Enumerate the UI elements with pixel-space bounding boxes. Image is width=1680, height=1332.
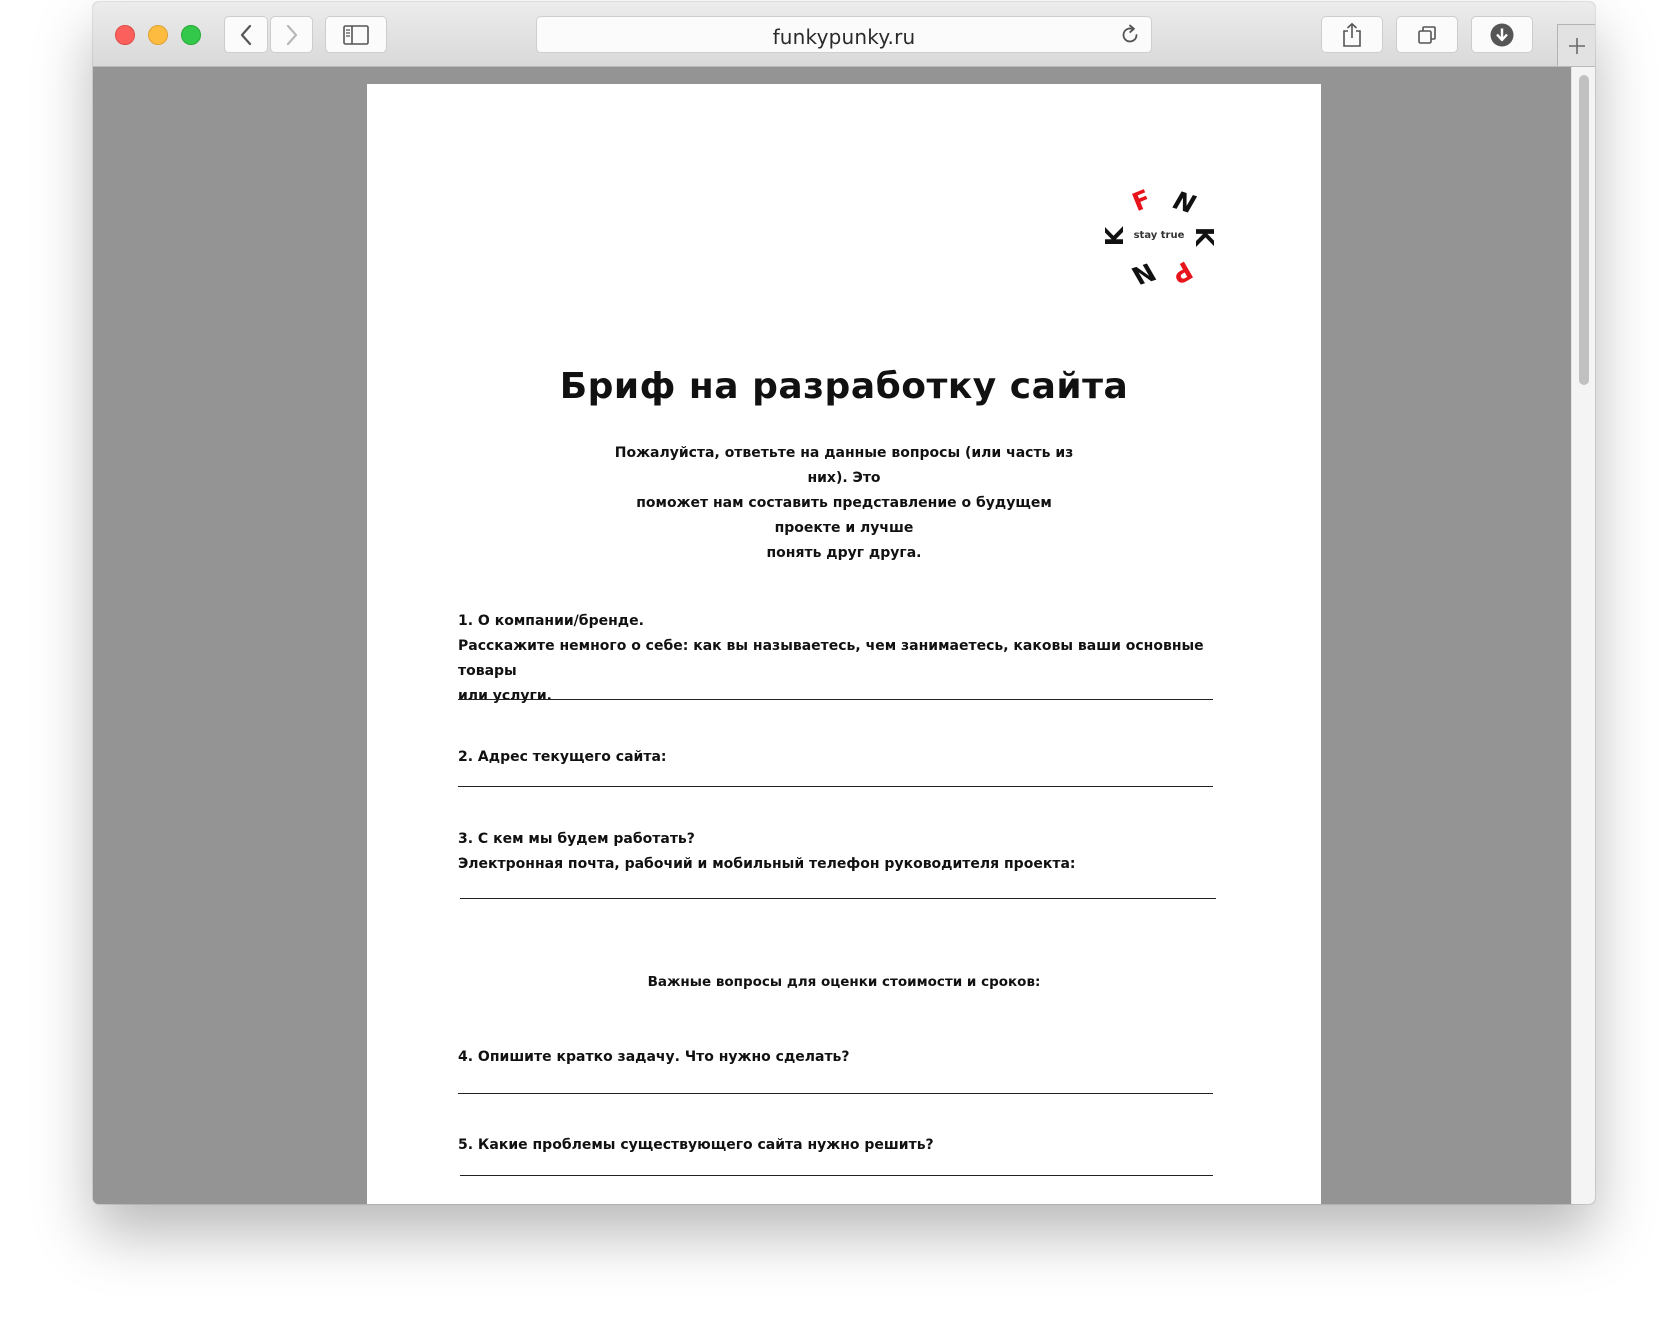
plus-icon: [1567, 36, 1587, 56]
question-heading: 4. Опишите кратко задачу. Что нужно сделать?: [458, 1049, 850, 1065]
intro-line: понять друг друга.: [766, 545, 922, 561]
scrollbar-thumb[interactable]: [1579, 75, 1589, 385]
question-heading: 2. Адрес текущего сайта:: [458, 749, 667, 765]
browser-toolbar: [93, 2, 1595, 67]
download-icon: [1489, 22, 1515, 48]
scrollbar[interactable]: [1571, 67, 1595, 1204]
minimize-window-button[interactable]: [148, 25, 168, 45]
reload-button[interactable]: [1119, 24, 1141, 50]
downloads-button[interactable]: [1471, 16, 1533, 53]
question-text: Электронная почта, рабочий и мобильный телефон руководителя проекта:: [458, 856, 1076, 872]
question-heading: 1. О компании/бренде.: [458, 613, 644, 629]
answer-line-5[interactable]: [460, 1175, 1213, 1176]
logo-letter-n: N: [1167, 186, 1202, 219]
chevron-left-icon: [239, 24, 253, 46]
url-text: funkypunky.ru: [772, 25, 916, 49]
address-bar[interactable]: [536, 16, 1152, 53]
reload-icon: [1119, 24, 1141, 46]
question-heading: 3. С кем мы будем работать?: [458, 831, 695, 847]
question-1: [458, 609, 1218, 709]
question-text: Расскажите немного о себе: как вы называетесь, чем занимаетесь, каковы ваши основные товары: [458, 638, 1204, 679]
question-2: [458, 745, 1218, 770]
tabs-overview-icon: [1415, 23, 1439, 47]
logo-letter-p: P: [1166, 255, 1198, 290]
forward-button[interactable]: [270, 16, 313, 53]
intro-line: Пожалуйста, ответьте на данные вопросы (или часть из них). Это: [614, 445, 1074, 486]
logo-letter-f: F: [1128, 183, 1155, 218]
sidebar-button[interactable]: [325, 16, 387, 53]
question-4: [458, 1045, 1218, 1070]
logo-letter-k: K: [1100, 226, 1130, 247]
answer-line-1[interactable]: [458, 699, 1213, 700]
share-button[interactable]: [1321, 16, 1383, 53]
intro-line: поможет нам составить представление о будущем проекте и лучше: [636, 495, 1052, 536]
document-page: [367, 84, 1321, 1204]
answer-line-3[interactable]: [460, 898, 1216, 899]
sidebar-icon: [343, 25, 369, 45]
logo-letter-n: N: [1126, 257, 1161, 290]
answer-line-2[interactable]: [458, 786, 1213, 787]
pdf-viewer: [93, 67, 1595, 1204]
browser-window: [93, 2, 1595, 1204]
maximize-window-button[interactable]: [181, 25, 201, 45]
section-heading: Важные вопросы для оценки стоимости и сроков:: [647, 974, 1041, 990]
document-title: Бриф на разработку сайта: [559, 366, 1129, 407]
funkypunky-logo: [1100, 183, 1220, 296]
answer-line-4[interactable]: [458, 1093, 1213, 1094]
tabs-overview-button[interactable]: [1396, 16, 1458, 53]
logo-tagline: stay true: [1133, 230, 1185, 241]
logo-letter-k: K: [1190, 226, 1220, 247]
question-heading: 5. Какие проблемы существующего сайта нужно решить?: [458, 1137, 934, 1153]
new-tab-button[interactable]: [1557, 24, 1595, 66]
question-text: или услуги.: [458, 688, 552, 704]
question-5: [458, 1133, 1218, 1158]
question-3: [458, 827, 1218, 877]
back-button[interactable]: [224, 16, 268, 53]
chevron-right-icon: [285, 24, 299, 46]
intro-text: [602, 441, 1086, 566]
share-icon: [1341, 22, 1363, 48]
close-window-button[interactable]: [115, 25, 135, 45]
